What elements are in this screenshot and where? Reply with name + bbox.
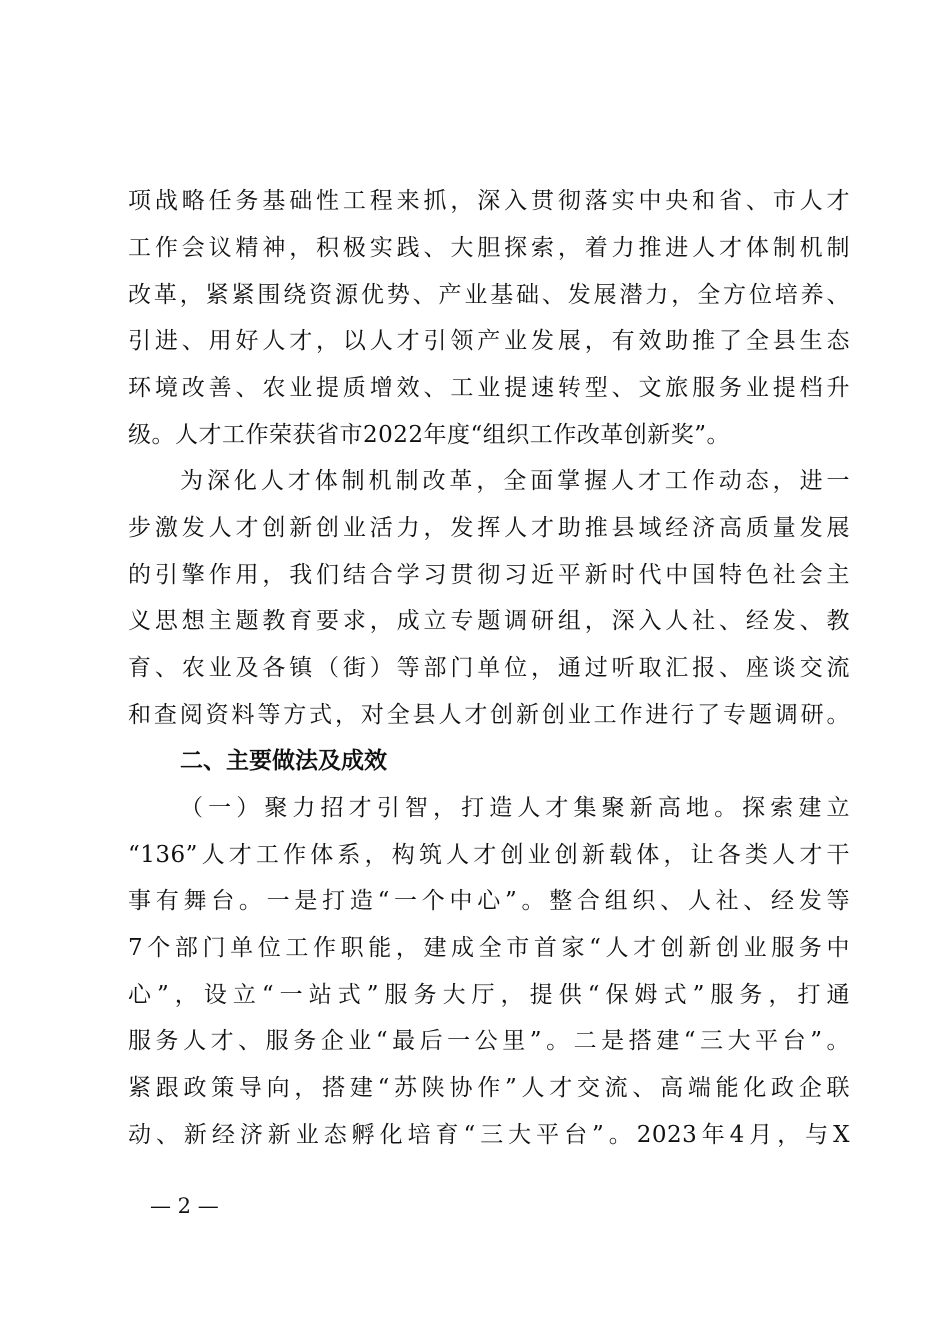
paragraph-line: 的引擎作用，我们结合学习贯彻习近平新时代中国特色社会主 (128, 562, 850, 588)
paragraph-line: 心”，设立“一站式”服务大厅，提供“保姆式”服务，打通 (128, 982, 850, 1008)
paragraph-line: 为深化人才体制机制改革，全面掌握人才工作动态，进一 (180, 468, 850, 494)
section-heading: 二、主要做法及成效 (180, 748, 387, 774)
paragraph-line: 7个部门单位工作职能，建成全市首家“人才创新创业服务中 (128, 935, 850, 961)
paragraph-line: 育、农业及各镇（街）等部门单位，通过听取汇报、座谈交流 (128, 655, 850, 681)
paragraph-line: 紧跟政策导向，搭建“苏陕协作”人才交流、高端能化政企联 (128, 1075, 850, 1101)
paragraph-line: （一）聚力招才引智，打造人才集聚新高地。探索建立 (180, 795, 850, 821)
paragraph-line: 级。人才工作荣获省市2022年度“组织工作改革创新奖”。 (128, 422, 731, 448)
paragraph-line: 改革，紧紧围绕资源优势、产业基础、发展潜力，全方位培养、 (128, 282, 850, 308)
paragraph-line: 环境改善、农业提质增效、工业提速转型、文旅服务业提档升 (128, 375, 850, 401)
paragraph-line: 动、新经济新业态孵化培育“三大平台”。2023年4月，与X (128, 1122, 850, 1148)
paragraph-line: 事有舞台。一是打造“一个中心”。整合组织、人社、经发等 (128, 888, 850, 914)
paragraph-line: 步激发人才创新创业活力，发挥人才助推县域经济高质量发展 (128, 515, 850, 541)
paragraph-line: 服务人才、服务企业“最后一公里”。二是搭建“三大平台”。 (128, 1028, 850, 1054)
paragraph-line: 和查阅资料等方式，对全县人才创新创业工作进行了专题调研。 (128, 702, 850, 728)
paragraph-line: 工作会议精神，积极实践、大胆探索，着力推进人才体制机制 (128, 235, 850, 261)
paragraph-line: 引进、用好人才，以人才引领产业发展，有效助推了全县生态 (128, 328, 850, 354)
paragraph-line: “136”人才工作体系，构筑人才创业创新载体，让各类人才干 (128, 842, 850, 868)
page-number: — 2 — (150, 1194, 219, 1218)
paragraph-line: 项战略任务基础性工程来抓，深入贯彻落实中央和省、市人才 (128, 188, 850, 214)
paragraph-line: 义思想主题教育要求，成立专题调研组，深入人社、经发、教 (128, 608, 850, 634)
